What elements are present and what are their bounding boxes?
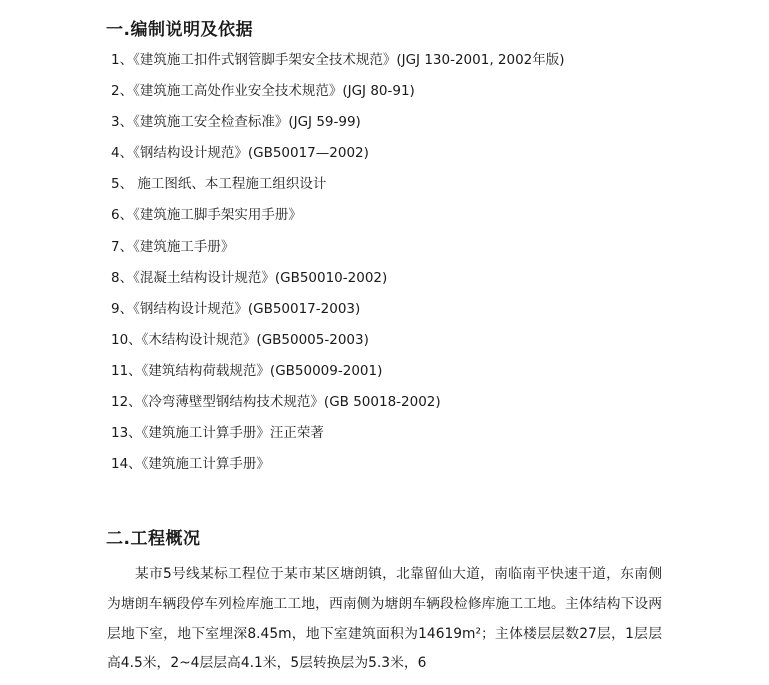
reference-list [111,45,565,480]
section-heading-basis: 一.编制说明及依据 [106,20,253,40]
reference-item: 12、《冷弯薄壁型钢结构技术规范》(GB 50018-2002) [111,394,441,411]
reference-item: 3、《建筑施工安全检查标准》(JGJ 59-99) [111,114,361,131]
project-overview-paragraph: 某市5号线某标工程位于某市某区塘朗镇，北靠留仙大道，南临南平快速干道，东南侧为塘朗车辆段停车列检库施工工地，西南侧为塘朗车辆段检修库施工工地。主体结构下设两层地下室，地下室埋深8.45m，地下室建筑面积为14619m²；主体楼层层数27层，1层层高4.5米，2~4层层高4.1米，5层转换层为5.3米，6 [107,566,662,672]
reference-item: 2、《建筑施工高处作业安全技术规范》(JGJ 80-91) [111,83,415,100]
reference-item: 6、《建筑施工脚手架实用手册》 [111,207,302,224]
reference-item: 4、《钢结构设计规范》(GB50017—2002) [111,145,369,162]
reference-item: 10、《木结构设计规范》(GB50005-2003) [111,331,369,348]
reference-item: 8、《混凝土结构设计规范》(GB50010-2002) [111,269,388,286]
reference-item: 13、《建筑施工计算手册》汪正荣著 [111,425,324,442]
section-heading-overview: 二.工程概况 [106,529,201,549]
reference-item: 11、《建筑结构荷载规范》(GB50009-2001) [111,362,383,379]
reference-item: 14、《建筑施工计算手册》 [111,456,270,473]
reference-item: 7、《建筑施工手册》 [111,238,235,255]
reference-item: 1、《建筑施工扣件式钢管脚手架安全技术规范》(JGJ 130-2001, 2002年版) [111,52,565,68]
reference-item: 5、 施工图纸、本工程施工组织设计 [111,176,327,193]
reference-item: 9、《钢结构设计规范》(GB50017-2003) [111,300,361,317]
